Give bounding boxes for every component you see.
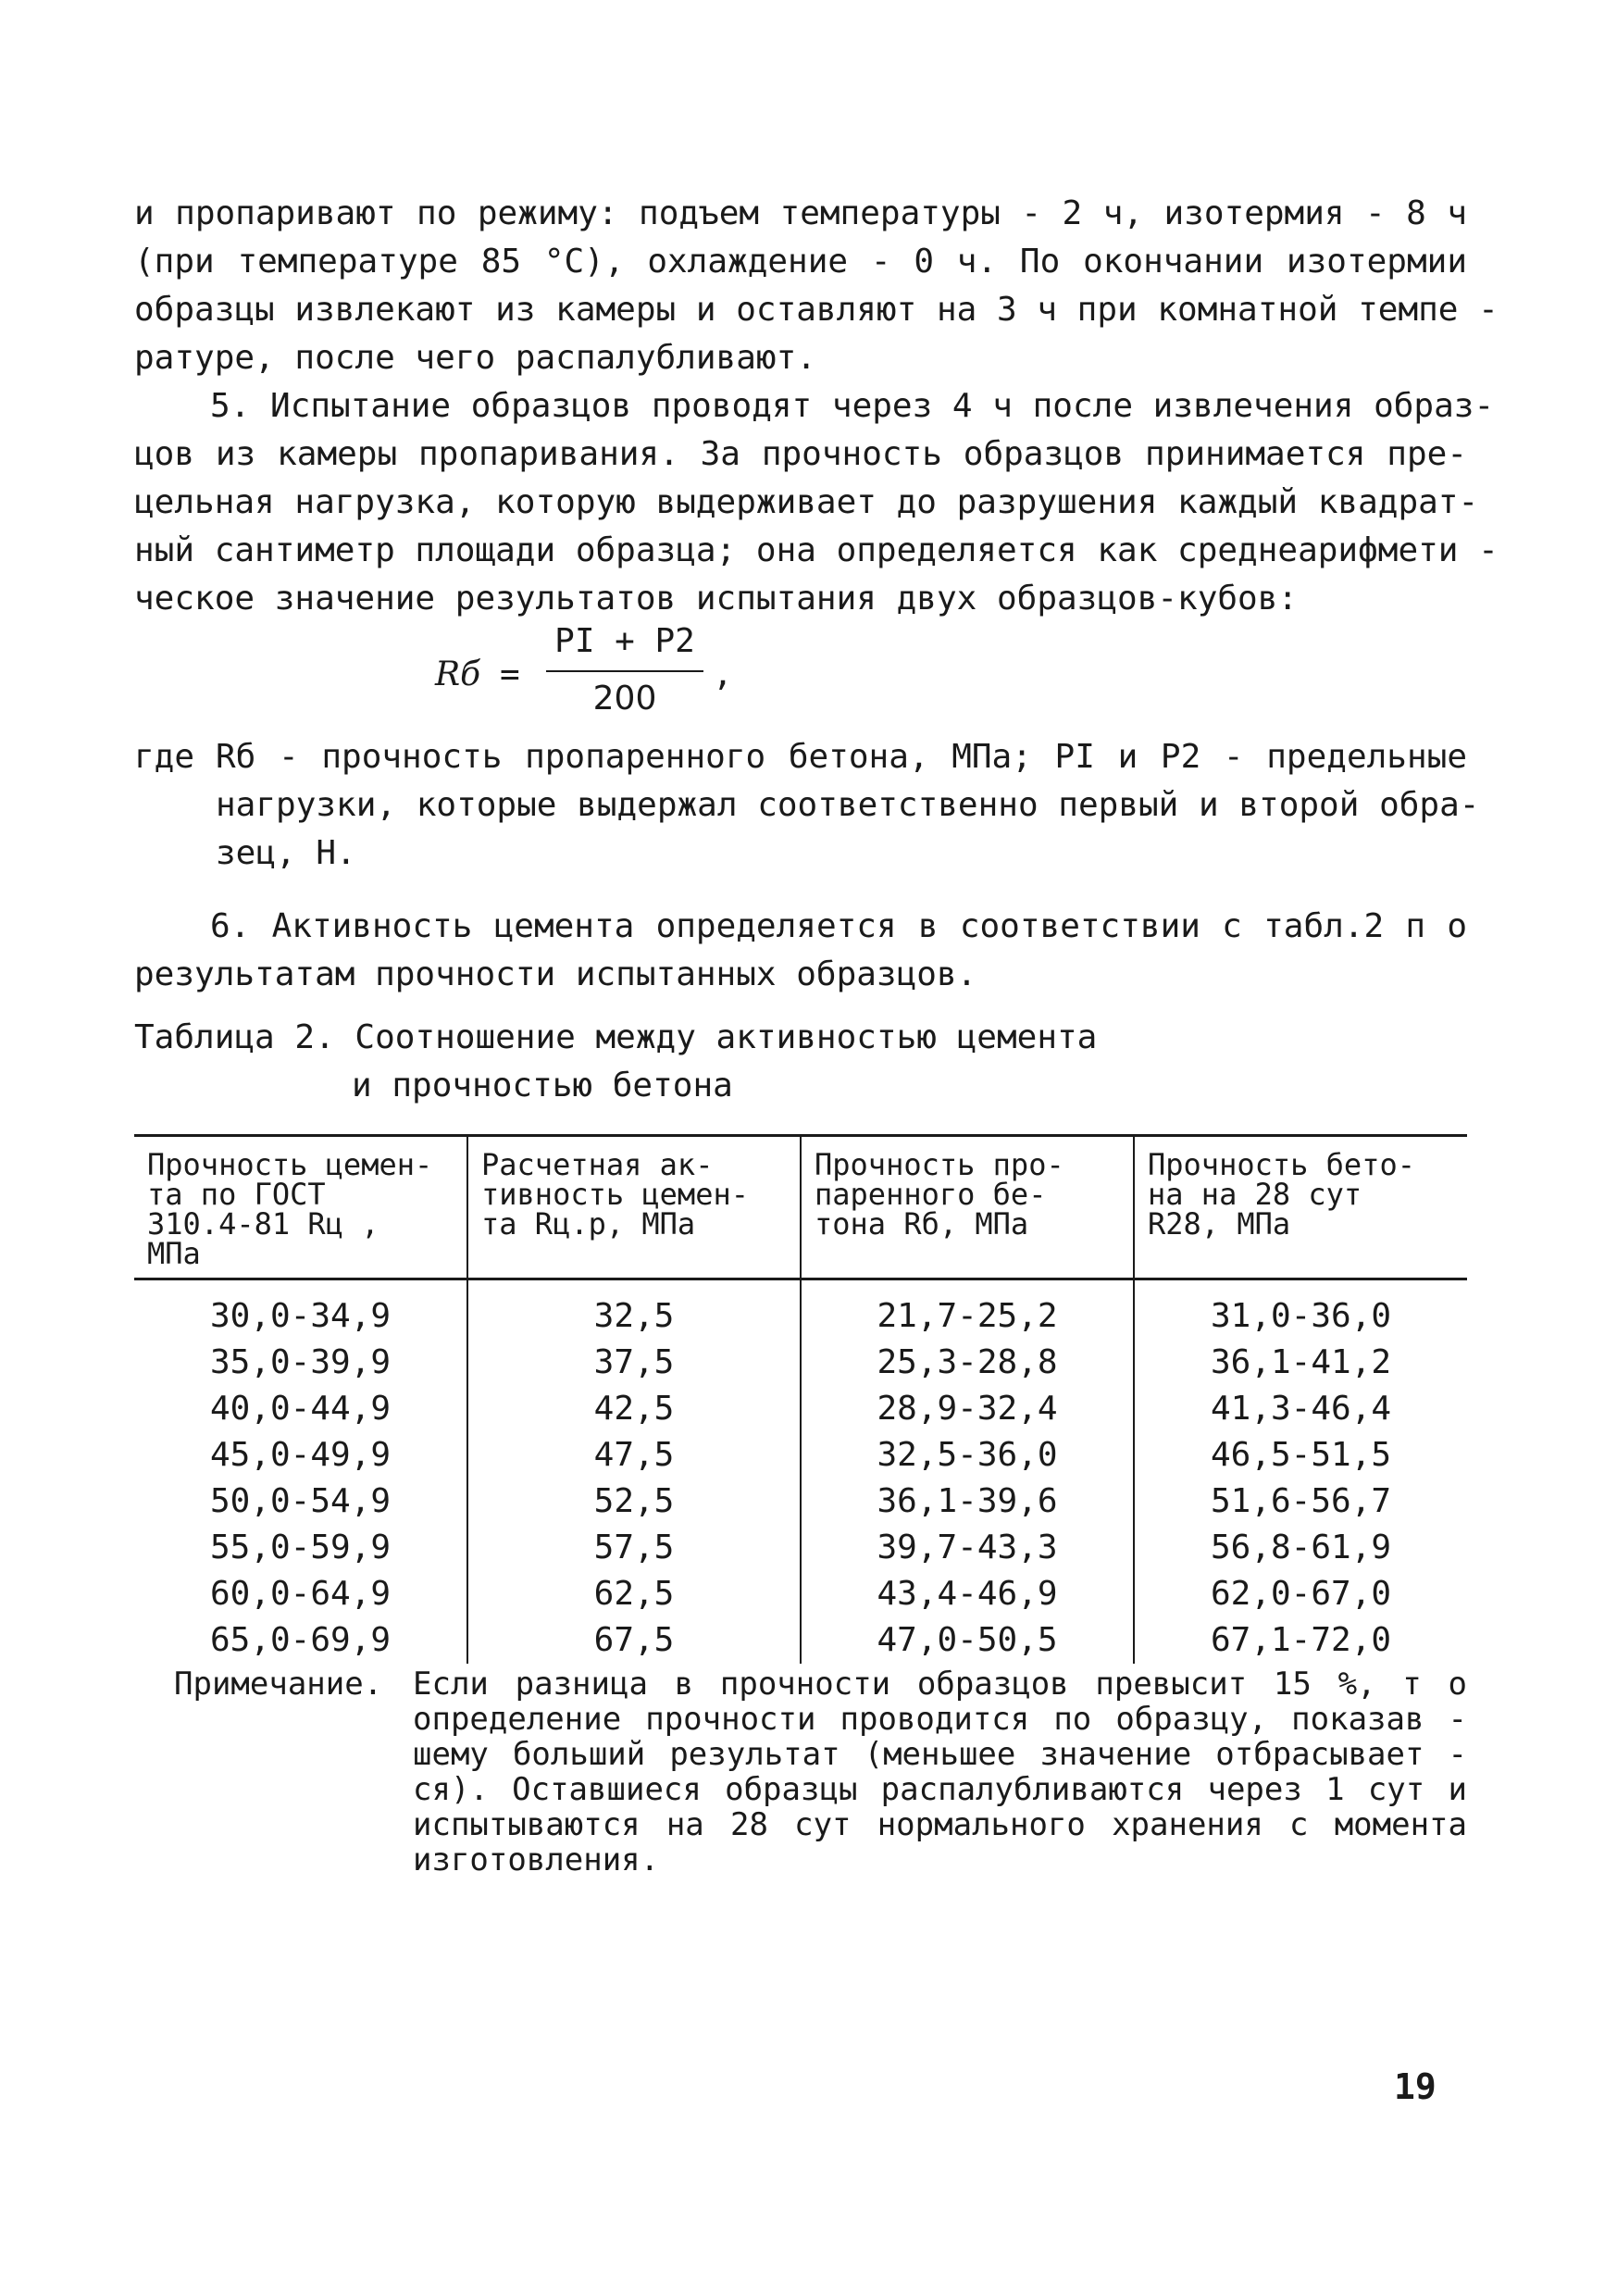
text-line: и пропаривают по режиму: подъем температуры - 2 ч, изотермия - 8 ч <box>134 194 1467 232</box>
table-cell: 67,5 <box>467 1617 801 1664</box>
table-cell: 67,1-72,0 <box>1134 1617 1467 1664</box>
table-cell: 50,0-54,9 <box>209 1482 392 1520</box>
text-line: шему больший результат (меньшее значение отбрасывает - <box>413 1736 1467 1773</box>
text-line: 6. Активность цемента определяется в соответствии с табл.2 п о <box>210 907 1467 945</box>
table-cell: 21,7-25,2 <box>801 1279 1134 1341</box>
table-cell: 55,0-59,9 <box>209 1529 392 1566</box>
table-cell: 42,5 <box>467 1386 801 1432</box>
paragraph-6 <box>134 903 1467 999</box>
table-row <box>134 1617 1467 1664</box>
table-cell: 57,5 <box>467 1525 801 1571</box>
table-row <box>134 1479 1467 1525</box>
table-row <box>134 1571 1467 1617</box>
formula-comma: , <box>713 655 733 693</box>
table-row <box>134 1525 1467 1571</box>
table-cell: 25,3-28,8 <box>801 1340 1134 1386</box>
note-label: Примечание. <box>174 1666 383 1703</box>
paragraph-5 <box>134 382 1499 623</box>
where-label: где <box>134 738 195 776</box>
table-cell: 41,3-46,4 <box>1134 1386 1467 1432</box>
table-caption-continued: и прочностью бетона <box>352 1067 733 1104</box>
table-row <box>134 1340 1467 1386</box>
column-header: Прочность бето- на на 28 сут R28, МПа <box>1134 1136 1467 1279</box>
table-cell: 32,5-36,0 <box>801 1432 1134 1479</box>
table-header-row <box>134 1136 1467 1279</box>
formula-equals: = <box>500 655 520 693</box>
table-cell: 47,5 <box>467 1432 801 1479</box>
text-line: (при температуре 85 °С), охлаждение - 0 ч. По окончании изотермии <box>134 243 1467 281</box>
table-cell: 60,0-64,9 <box>209 1575 392 1613</box>
text-line: определение прочности проводится по образцу, показав - <box>413 1701 1467 1738</box>
text-line: нагрузки, которые выдержал соответственно первый и второй обра- <box>216 786 1480 824</box>
table-cell: 31,0-36,0 <box>1134 1279 1467 1341</box>
column-header: Расчетная ак- тивность цемен- та Rц.р, МПа <box>467 1136 801 1279</box>
table-row <box>134 1279 1467 1341</box>
table-caption: Таблица 2. Соотношение между активностью цемента <box>134 1018 1098 1056</box>
text-line: цельная нагрузка, которую выдерживает до разрушения каждый квадрат- <box>134 483 1479 521</box>
table-cell: 36,1-41,2 <box>1134 1340 1467 1386</box>
strength-table <box>134 1134 1467 1664</box>
table-cell: 65,0-69,9 <box>209 1621 392 1659</box>
table-cell: 47,0-50,5 <box>801 1617 1134 1664</box>
table-cell: 37,5 <box>467 1340 801 1386</box>
table-cell: 46,5-51,5 <box>1134 1432 1467 1479</box>
text-line: образцы извлекают из камеры и оставляют на 3 ч при комнатной темпе - <box>134 291 1499 329</box>
table-cell: 30,0-34,9 <box>209 1297 392 1335</box>
table-cell: 40,0-44,9 <box>209 1390 392 1428</box>
strength-formula <box>435 622 750 733</box>
table-row <box>134 1386 1467 1432</box>
table-cell: 45,0-49,9 <box>209 1436 392 1474</box>
table-cell: 35,0-39,9 <box>209 1343 392 1381</box>
text-line: ратуре, после чего распалубливают. <box>134 339 816 377</box>
table-cell: 62,5 <box>467 1571 801 1617</box>
formula-denominator: 200 <box>592 680 657 718</box>
table-cell: 52,5 <box>467 1479 801 1525</box>
table-cell: 62,0-67,0 <box>1134 1571 1467 1617</box>
table-cell: 28,9-32,4 <box>801 1386 1134 1432</box>
table-cell: 56,8-61,9 <box>1134 1525 1467 1571</box>
paragraph-intro <box>134 190 1499 382</box>
table-cell: 51,6-56,7 <box>1134 1479 1467 1525</box>
text-line: ный сантиметр площади образца; она определяется как среднеарифмети - <box>134 531 1499 569</box>
page-number: 19 <box>1394 2066 1437 2107</box>
table-cell: 32,5 <box>467 1279 801 1341</box>
formula-lhs: Rб <box>435 655 481 693</box>
text-line: Rб - прочность пропаренного бетона, МПа; PI и P2 - предельные <box>216 738 1467 776</box>
table-cell: 36,1-39,6 <box>801 1479 1134 1525</box>
table-cell: 39,7-43,3 <box>801 1525 1134 1571</box>
text-line: Если разница в прочности образцов превысит 15 %, т о <box>413 1666 1467 1703</box>
text-line: изготовления. <box>413 1841 660 1878</box>
formula-numerator: PI + P2 <box>554 622 695 660</box>
text-line: испытываются на 28 сут нормального хранения с момента <box>413 1806 1467 1843</box>
table-row <box>134 1432 1467 1479</box>
text-line: 5. Испытание образцов проводят через 4 ч после извлечения образ- <box>210 387 1495 425</box>
text-line: ся). Оставшиеся образцы распалубливаются через 1 сут и <box>413 1771 1467 1808</box>
fraction-bar <box>546 670 703 672</box>
text-line: ческое значение результатов испытания двух образцов-кубов: <box>134 580 1299 618</box>
column-header: Прочность про- паренного бе- тона Rб, МПа <box>801 1136 1134 1279</box>
text-line: зец, Н. <box>216 834 356 872</box>
text-line: цов из камеры пропаривания. За прочность образцов принимается пре- <box>134 435 1467 473</box>
text-line: результатам прочности испытанных образцов. <box>134 955 977 993</box>
column-header: Прочность цемен- та по ГОСТ 310.4-81 Rц , МПа <box>134 1136 467 1279</box>
table-cell: 43,4-46,9 <box>801 1571 1134 1617</box>
